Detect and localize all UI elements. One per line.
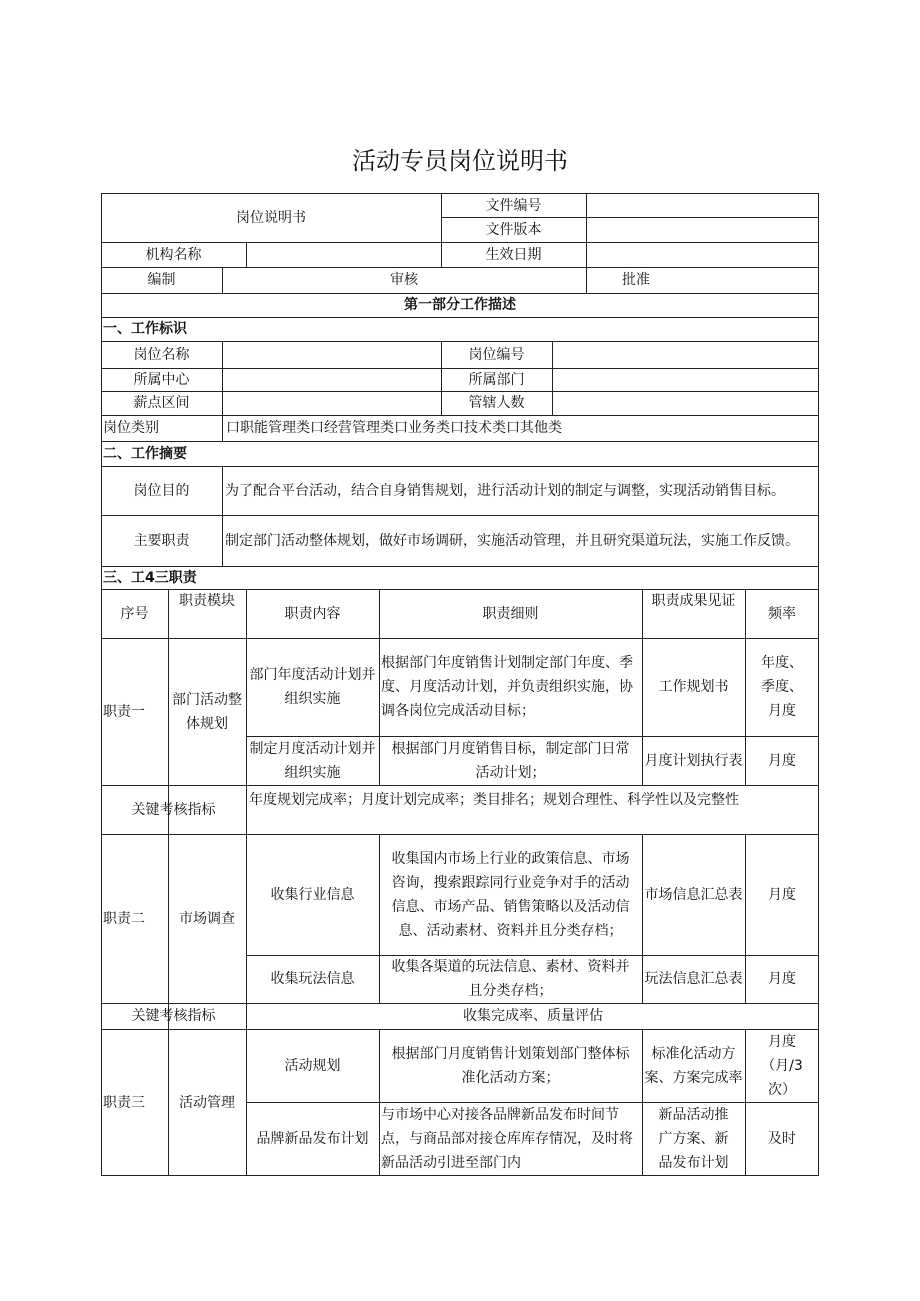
col-detail: 职责细则	[482, 605, 539, 622]
duty3-result-2: 新品活动推广方案、新品发布计划	[658, 1107, 729, 1171]
duty2-frequency-2: 月度	[768, 971, 796, 987]
duty1-frequency-1: 年度、季度、月度	[761, 655, 803, 719]
duty2-content-1: 收集行业信息	[270, 886, 355, 903]
duty1-module: 部门活动整体规划	[172, 691, 242, 732]
duty3-frequency-2: 及时	[768, 1131, 796, 1147]
duty3-detail-1: 根据部门月度销售计划策划部门整体标准化活动方案；	[391, 1045, 630, 1086]
duty3-content-2: 品牌新品发布计划	[256, 1131, 369, 1147]
file-number-label: 文件编号	[485, 197, 542, 214]
post-name-label: 岗位名称	[133, 346, 190, 363]
col-module: 职责模块	[179, 593, 235, 609]
duty1-detail-1: 根据部门年度销售计划制定部门年度、季度、月度活动计划，并负责组织实施，协调各岗位完成活动目标；	[381, 655, 633, 719]
center-label: 所属中心	[133, 371, 190, 388]
effective-date-label: 生效日期	[485, 246, 542, 263]
section1-heading: 一、工作标识	[103, 321, 187, 337]
org-name-label: 机构名称	[145, 246, 202, 263]
duty1-kpi-label: 关键考核指标	[131, 801, 216, 818]
file-version-label: 文件版本	[485, 222, 542, 238]
salary-range-label: 薪点区间	[133, 395, 190, 411]
duty3-content-1: 活动规划	[284, 1057, 341, 1074]
duty2-content-2: 收集玩法信息	[270, 971, 355, 987]
duty3-no: 职责三	[103, 1094, 145, 1111]
post-number-label: 岗位编号	[468, 346, 525, 363]
col-no: 序号	[120, 605, 149, 622]
duty2-frequency-1: 月度	[768, 886, 796, 903]
approve-label: 批准	[622, 272, 650, 288]
duty3-frequency-1: 月度（月/3次）	[761, 1033, 803, 1098]
job-description-table	[101, 193, 819, 1176]
duty2-kpi-label: 关键考核指标	[131, 1008, 216, 1024]
duty1-result-1: 工作规划书	[658, 679, 729, 695]
col-result: 职责成果见证	[651, 593, 736, 609]
duty2-no: 职责二	[103, 910, 145, 927]
duty3-module: 活动管理	[179, 1094, 235, 1111]
post-purpose-label: 岗位目的	[133, 482, 190, 499]
duty2-detail-1: 收集国内市场上行业的政策信息、市场咨询，搜索跟踪同行业竞争对手的活动信息、市场产品、销售策略以及活动信息、活动素材、资料并且分类存档；	[391, 850, 630, 939]
post-category-options: 口职能管理类口经营管理类口业务类口技术类口其他类	[226, 420, 562, 436]
duty3-detail-2: 与市场中心对接各品牌新品发布时间节点，与商品部对接仓库库存情况，及时将新品活动引进至部门内	[381, 1107, 633, 1171]
duty1-detail-2: 根据部门月度销售目标，制定部门日常活动计划；	[391, 740, 630, 781]
duty2-kpi-text: 收集完成率、质量评估	[463, 1008, 603, 1024]
duty3-result-1: 标准化活动方案、方案完成率	[644, 1045, 743, 1086]
main-duty-text: 制定部门活动整体规划，做好市场调研，实施活动管理，并且研究渠道玩法，实施工作反馈。	[225, 532, 799, 549]
section2-heading: 二、工作摘要	[103, 445, 187, 462]
part1-title: 第一部分工作描述	[404, 297, 516, 313]
duty2-result-2: 玩法信息汇总表	[644, 971, 743, 987]
department-label: 所属部门	[468, 371, 525, 388]
col-content: 职责内容	[284, 605, 341, 622]
document-title: 活动专员岗位说明书	[352, 147, 568, 175]
duty1-no: 职责一	[103, 703, 145, 720]
duty1-content-2: 制定月度活动计划并组织实施	[249, 740, 376, 781]
col-frequency: 频率	[768, 605, 796, 622]
duty2-result-1: 市场信息汇总表	[644, 886, 743, 903]
duty1-content-1: 部门年度活动计划并组织实施	[249, 667, 376, 707]
post-purpose-text: 为了配合平台活动，结合自身销售规划，进行活动计划的制定与调整，实现活动销售目标。	[225, 482, 785, 499]
duty2-module: 市场调查	[179, 910, 235, 927]
duty2-detail-2: 收集各渠道的玩法信息、素材、资料并且分类存档；	[391, 959, 630, 999]
headcount-label: 管辖人数	[468, 395, 525, 411]
compile-label: 编制	[147, 272, 176, 288]
main-duty-label: 主要职责	[133, 532, 190, 549]
job-description-label: 岗位说明书	[236, 209, 306, 226]
review-label: 审核	[390, 272, 418, 288]
duty1-result-2: 月度计划执行表	[644, 752, 743, 769]
duty1-frequency-2: 月度	[768, 752, 796, 769]
post-category-label: 岗位类别	[103, 420, 159, 436]
section3-heading: 三、工4三职责	[103, 569, 197, 586]
duty1-kpi-text: 年度规划完成率；月度计划完成率；类目排名；规划合理性、科学性以及完整性	[249, 792, 739, 808]
